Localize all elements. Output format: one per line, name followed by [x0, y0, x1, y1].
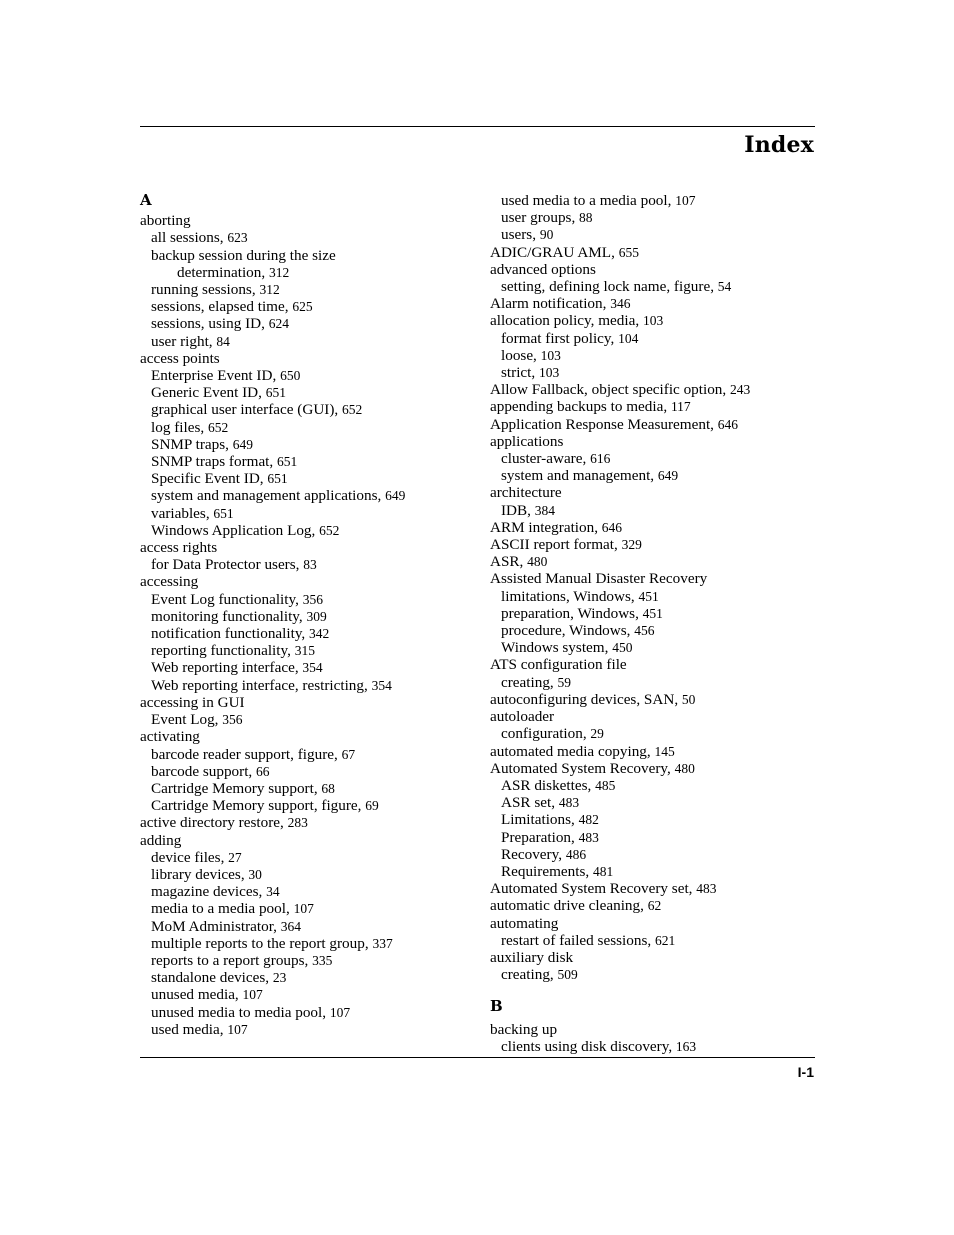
index-entry: [140, 247, 485, 264]
index-term: adding: [140, 831, 182, 849]
index-entry: [490, 932, 835, 949]
index-page-ref: 652: [342, 402, 363, 418]
index-entry: [490, 1021, 835, 1038]
index-page-ref: 356: [302, 591, 323, 607]
index-term: system and management,: [501, 467, 658, 485]
index-term: used media to a media pool,: [501, 192, 676, 209]
index-entry: [140, 935, 485, 952]
index-page-ref: 451: [642, 605, 663, 621]
index-page-ref: 50: [681, 691, 696, 707]
index-entry: [140, 642, 485, 659]
index-page-ref: 107: [675, 193, 696, 208]
index-entry: [490, 467, 835, 484]
index-term: architecture: [490, 484, 562, 502]
index-page-ref: 67: [341, 746, 356, 762]
index-term: applications: [490, 432, 564, 450]
index-term: device files,: [151, 848, 229, 866]
index-term: magazine devices,: [151, 883, 267, 901]
index-entry: [490, 553, 835, 570]
index-page-ref: 625: [292, 299, 313, 315]
index-term: notification functionality,: [151, 625, 310, 643]
index-section-letter: B: [490, 997, 503, 1016]
index-entry: [140, 333, 485, 350]
index-page-ref: 652: [319, 522, 340, 538]
index-term: automatic drive cleaning,: [490, 897, 648, 915]
index-page-ref: 337: [372, 935, 393, 951]
index-term: Assisted Manual Disaster Recovery: [490, 570, 708, 588]
index-term: autoloader: [490, 708, 555, 726]
index-entry: [140, 608, 485, 625]
index-page-ref: 646: [717, 416, 739, 432]
index-section-letter: A: [140, 191, 152, 209]
index-entry: [490, 725, 835, 742]
index-term: ASCII report format,: [490, 536, 622, 554]
index-page-ref: 651: [265, 385, 286, 401]
index-entry: [140, 350, 485, 367]
index-entry: [490, 502, 835, 519]
index-entry: [490, 1038, 835, 1055]
index-page-ref: 384: [534, 502, 555, 518]
index-term: ASR diskettes,: [501, 776, 596, 794]
index-entry: [490, 364, 835, 381]
index-term: IDB,: [501, 501, 535, 519]
index-page-ref: 483: [696, 881, 717, 897]
header-rule: [140, 126, 815, 127]
index-page-ref: 312: [259, 282, 280, 298]
index-page-ref: 623: [227, 230, 248, 246]
index-term: Enterprise Event ID,: [151, 367, 281, 385]
index-entry: [490, 484, 835, 501]
index-entry: [490, 261, 835, 278]
index-term: user right,: [151, 332, 217, 350]
index-term: graphical user interface (GUI),: [151, 401, 343, 419]
index-term: users,: [501, 226, 540, 244]
index-term: used media,: [151, 1020, 228, 1038]
index-term: SNMP traps,: [151, 435, 233, 453]
index-page-ref: 650: [280, 368, 301, 384]
index-entry: [140, 659, 485, 676]
index-entry: [490, 192, 835, 209]
index-page-ref: 624: [268, 316, 289, 332]
index-page-ref: 103: [538, 365, 560, 381]
index-entry: [140, 900, 485, 917]
index-page-ref: 66: [256, 763, 270, 779]
index-term: Alarm notification,: [490, 295, 611, 313]
index-entry: [140, 298, 485, 315]
index-entry: [490, 794, 835, 811]
index-term: Cartridge Memory support,: [151, 779, 322, 797]
index-term: preparation, Windows,: [501, 604, 643, 622]
index-entry: [490, 450, 835, 467]
index-entry: [140, 797, 485, 814]
index-term: limitations, Windows,: [501, 587, 639, 605]
index-term: access points: [140, 349, 220, 367]
index-entry: [140, 384, 485, 401]
index-entry: [490, 295, 835, 312]
index-term: active directory restore,: [140, 814, 288, 832]
index-page-ref: 450: [612, 640, 633, 656]
index-entry: [490, 949, 835, 966]
index-entry: [490, 519, 835, 536]
index-page-ref: 107: [227, 1021, 248, 1037]
index-entry: [140, 969, 485, 986]
index-entry: [140, 849, 485, 866]
index-term: Windows Application Log,: [151, 521, 320, 539]
index-entry: [490, 777, 835, 794]
index-entry: [490, 880, 835, 897]
index-term: activating: [140, 728, 200, 746]
index-page-ref: 283: [287, 815, 308, 831]
index-term: ARM integration,: [490, 518, 602, 536]
index-term: running sessions,: [151, 281, 260, 299]
index-entry: [490, 347, 835, 364]
index-term: library devices,: [151, 865, 249, 883]
index-entry: [140, 505, 485, 522]
index-page-ref: 315: [294, 643, 315, 659]
index-entry: [490, 570, 835, 587]
index-page-ref: 480: [674, 760, 695, 776]
index-entry: [140, 625, 485, 642]
index-term: procedure, Windows,: [501, 622, 635, 640]
index-page-ref: 482: [578, 812, 599, 828]
index-page-ref: 356: [222, 712, 243, 728]
index-page-ref: 117: [670, 399, 691, 415]
index-page-ref: 480: [527, 554, 548, 570]
index-page-ref: 68: [321, 780, 335, 796]
index-term: Event Log functionality,: [151, 590, 303, 608]
index-term: strict,: [501, 364, 539, 382]
index-term: aborting: [140, 212, 191, 230]
index-page-ref: 88: [579, 210, 593, 226]
index-term: determination,: [177, 263, 269, 281]
index-page-ref: 312: [268, 264, 290, 280]
index-term: access rights: [140, 539, 218, 557]
index-entry: [490, 433, 835, 450]
index-term: SNMP traps format,: [151, 453, 277, 471]
index-term: sessions, elapsed time,: [151, 298, 293, 316]
index-page-ref: 107: [329, 1004, 351, 1020]
index-entry: [140, 866, 485, 883]
index-entry: [490, 966, 835, 983]
index-entry: [490, 605, 835, 622]
index-term: automating: [490, 914, 559, 932]
index-entry: [490, 226, 835, 243]
index-entry: [490, 622, 835, 639]
index-term: system and management applications,: [151, 487, 386, 505]
index-entry: [140, 367, 485, 384]
index-page-ref: 107: [293, 901, 314, 917]
index-page-ref: 145: [654, 743, 675, 759]
index-entry: [490, 691, 835, 708]
index-entry: [140, 470, 485, 487]
index-page-ref: 103: [540, 347, 561, 363]
index-entry: [140, 832, 485, 849]
index-page-ref: 107: [242, 987, 263, 1003]
index-entry: [140, 763, 485, 780]
index-term: ASR set,: [501, 794, 559, 812]
index-page-ref: 655: [618, 244, 639, 260]
index-page-ref: 364: [280, 918, 302, 934]
index-page-ref: 649: [657, 468, 679, 484]
index-entry: [140, 487, 485, 504]
index-page-ref: 346: [610, 296, 631, 312]
index-entry: [140, 573, 485, 590]
index-term: Application Response Measurement,: [490, 415, 718, 433]
index-page-ref: 335: [312, 952, 333, 968]
index-term: accessing in GUI: [140, 693, 245, 711]
index-term: Specific Event ID,: [151, 470, 268, 488]
index-page-ref: 30: [248, 866, 262, 882]
index-term: accessing: [140, 573, 199, 591]
index-entry: [490, 915, 835, 932]
index-page-ref: 354: [371, 677, 392, 693]
index-entry: [490, 811, 835, 828]
index-page-ref: 309: [306, 608, 327, 624]
index-term: Automated System Recovery,: [490, 759, 675, 777]
index-entry: [490, 639, 835, 656]
index-term: automated media copying,: [490, 742, 655, 760]
index-term: Limitations,: [501, 811, 579, 829]
index-entry: [490, 708, 835, 725]
index-term: backup session during the size: [151, 246, 336, 264]
index-page-ref: 646: [601, 519, 623, 535]
page-title: Index: [744, 132, 814, 158]
index-entry: [140, 711, 485, 728]
index-term: Windows system,: [501, 639, 613, 657]
footer-rule: [140, 1057, 815, 1058]
index-term: Automated System Recovery set,: [490, 880, 697, 898]
index-entry: [140, 1021, 485, 1038]
index-term: configuration,: [501, 725, 591, 743]
index-entry: [490, 760, 835, 777]
index-term: creating,: [501, 673, 558, 691]
index-term: reporting functionality,: [151, 642, 295, 660]
index-page-ref: 90: [539, 227, 554, 243]
index-page-ref: 54: [717, 279, 732, 295]
index-term: setting, defining lock name, figure,: [501, 278, 718, 296]
index-entry: [490, 312, 835, 329]
index-page-ref: 621: [654, 932, 676, 948]
index-entry: [140, 212, 485, 229]
index-entry: [490, 398, 835, 415]
index-entry: [490, 330, 835, 347]
index-entry: [490, 846, 835, 863]
index-entry: [140, 780, 485, 797]
index-page-ref: 69: [365, 798, 379, 814]
index-term: advanced options: [490, 260, 596, 278]
page-number: I-1: [797, 1064, 814, 1080]
index-term: barcode support,: [151, 762, 257, 780]
index-term: clients using disk discovery,: [501, 1037, 676, 1055]
index-entry: [140, 522, 485, 539]
index-term: variables,: [151, 504, 214, 522]
index-page-ref: 329: [621, 537, 642, 553]
index-column-right: [490, 192, 835, 1055]
index-page-ref: 103: [642, 313, 664, 329]
index-page-ref: 342: [309, 626, 330, 642]
index-page-ref: 23: [272, 970, 287, 986]
index-entry: [490, 416, 835, 433]
index-entry: [140, 918, 485, 935]
index-term: Recovery,: [501, 845, 566, 863]
index-entry: [140, 401, 485, 418]
index-term: unused media,: [151, 986, 243, 1004]
index-entry: [490, 588, 835, 605]
index-page-ref: 486: [565, 846, 587, 862]
index-term: unused media to media pool,: [151, 1003, 330, 1021]
index-page-ref: 616: [590, 451, 611, 467]
index-page-ref: 481: [592, 863, 614, 879]
index-page-ref: 649: [385, 488, 406, 504]
index-page-ref: 652: [207, 419, 229, 435]
index-entry: [140, 746, 485, 763]
index-term: autoconfiguring devices, SAN,: [490, 690, 682, 708]
index-entry: [490, 829, 835, 846]
index-page-ref: 34: [266, 884, 280, 900]
index-page-ref: 451: [638, 588, 659, 604]
index-page-ref: 62: [647, 898, 662, 914]
index-term: multiple reports to the report group,: [151, 934, 373, 952]
index-entry: [140, 453, 485, 470]
index-entry: [140, 677, 485, 694]
index-page-ref: 651: [277, 454, 298, 470]
index-entry: [140, 281, 485, 298]
index-entry: [490, 209, 835, 226]
index-page-ref: 485: [595, 777, 616, 793]
index-term: Generic Event ID,: [151, 384, 266, 402]
index-term: user groups,: [501, 209, 580, 227]
index-term: reports to a report groups,: [151, 951, 313, 969]
index-entry: [490, 656, 835, 673]
index-term: creating,: [501, 966, 558, 984]
index-term: sessions, using ID,: [151, 315, 269, 333]
index-page-ref: 104: [618, 330, 639, 346]
index-term: Event Log,: [151, 711, 223, 729]
index-entry: [490, 743, 835, 760]
index-term: Web reporting interface, restricting,: [151, 676, 372, 694]
index-term: standalone devices,: [151, 969, 273, 987]
index-term: barcode reader support, figure,: [151, 745, 342, 763]
index-entry: [140, 315, 485, 332]
index-entry: [490, 536, 835, 553]
index-entry: [140, 883, 485, 900]
index-entry: [140, 1004, 485, 1021]
index-page-ref: 651: [213, 505, 234, 521]
index-term: Preparation,: [501, 828, 579, 846]
index-entry: [490, 244, 835, 261]
index-page-ref: 483: [578, 829, 599, 845]
index-page-ref: 59: [557, 674, 572, 690]
index-entry: [140, 952, 485, 969]
index-term: Allow Fallback, object specific option,: [490, 381, 730, 399]
index-entry: [140, 436, 485, 453]
index-entry: [490, 863, 835, 880]
index-term: all sessions,: [151, 229, 228, 247]
index-term: auxiliary disk: [490, 948, 574, 966]
index-entry: [490, 278, 835, 295]
index-entry: [490, 674, 835, 691]
index-page-ref: 651: [267, 471, 288, 487]
index-entry: [140, 591, 485, 608]
index-page-ref: 649: [232, 436, 253, 452]
index-entry: [140, 986, 485, 1003]
index-term: Cartridge Memory support, figure,: [151, 797, 366, 815]
index-term: loose,: [501, 346, 541, 364]
index-term: ATS configuration file: [490, 656, 627, 674]
index-entry: [140, 694, 485, 711]
index-term: ASR,: [490, 553, 528, 571]
index-term: ADIC/GRAU AML,: [490, 243, 619, 261]
index-page-ref: 163: [675, 1038, 697, 1054]
index-term: backing up: [490, 1020, 558, 1038]
index-page-ref: 84: [216, 333, 230, 349]
index-term: appending backups to media,: [490, 398, 671, 416]
index-page-ref: 456: [634, 623, 655, 639]
index-entry: [140, 728, 485, 745]
index-entry: [140, 556, 485, 573]
index-page-ref: 83: [303, 557, 317, 573]
index-term: Requirements,: [501, 862, 593, 880]
index-page-ref: 354: [302, 660, 323, 676]
index-term: for Data Protector users,: [151, 556, 304, 574]
index-entry: [140, 539, 485, 556]
index-page-ref: 29: [590, 726, 604, 742]
index-entry: [140, 264, 485, 281]
index-term: monitoring functionality,: [151, 607, 307, 625]
index-entry: [490, 381, 835, 398]
index-term: media to a media pool,: [151, 900, 294, 918]
index-page-ref: 243: [730, 382, 751, 398]
index-entry: [140, 419, 485, 436]
index-term: format first policy,: [501, 329, 619, 347]
index-entry: [140, 814, 485, 831]
index-term: allocation policy, media,: [490, 312, 643, 330]
index-term: restart of failed sessions,: [501, 931, 655, 949]
index-entry: [490, 897, 835, 914]
index-term: log files,: [151, 418, 208, 436]
index-term: cluster-aware,: [501, 450, 591, 468]
index-column-left: [140, 192, 485, 1038]
index-page-ref: 483: [558, 795, 580, 811]
index-page-ref: 509: [557, 967, 578, 983]
index-page-ref: 27: [228, 849, 242, 865]
index-entry: [140, 229, 485, 246]
index-term: Web reporting interface,: [151, 659, 303, 677]
index-term: MoM Administrator,: [151, 917, 281, 935]
